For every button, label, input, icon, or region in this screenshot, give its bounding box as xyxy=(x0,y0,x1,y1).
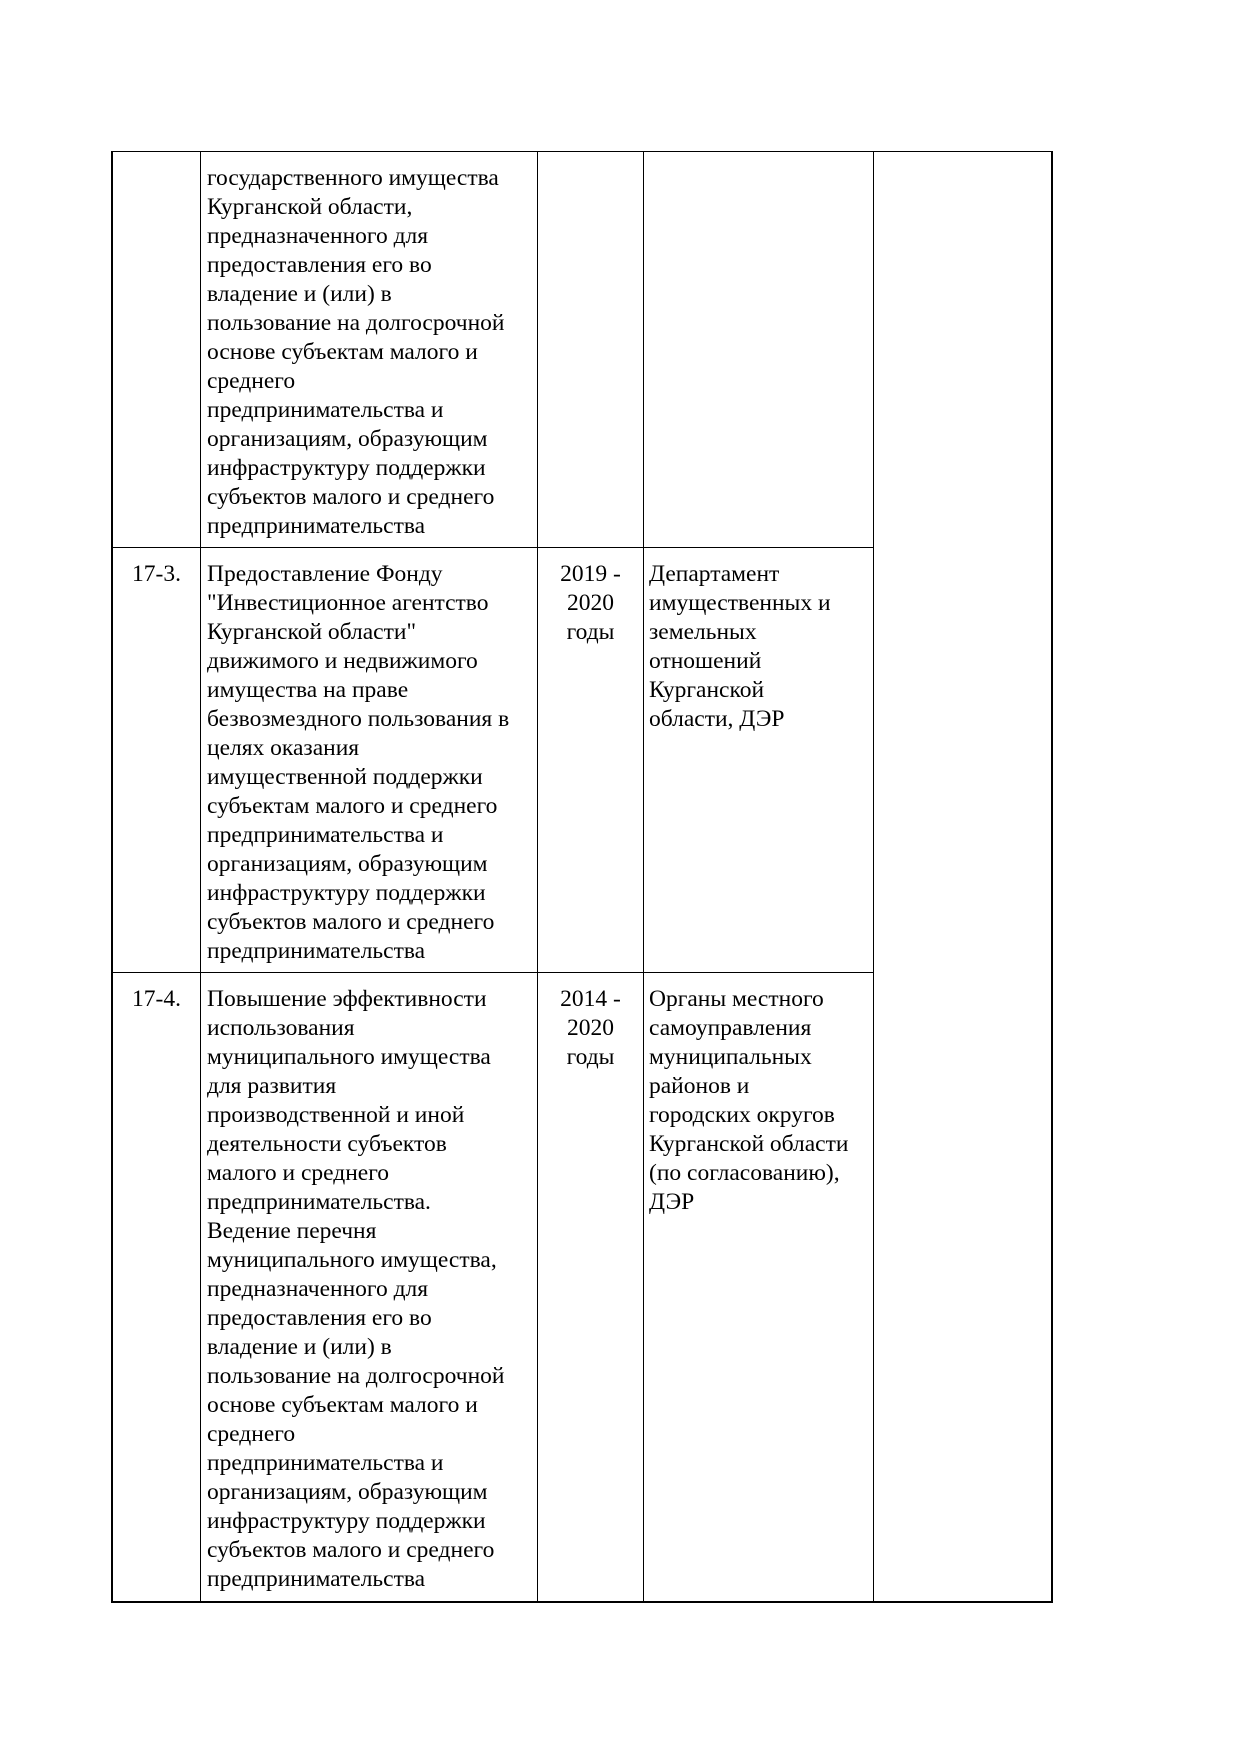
executor-line: муниципальных xyxy=(649,1044,812,1070)
description-line: субъектов малого и среднего xyxy=(207,909,495,935)
table-col-line-3 xyxy=(643,151,644,1603)
description-line: предназначенного для xyxy=(207,1276,429,1302)
row-2-period xyxy=(538,560,643,647)
executor-line: городских округов xyxy=(649,1102,835,1128)
description-line: среднего xyxy=(207,368,296,394)
description-line: Ведение перечня xyxy=(207,1218,377,1244)
executor-line: земельных xyxy=(649,619,757,645)
description-line: предпринимательства и xyxy=(207,1450,444,1476)
table-col-line-2 xyxy=(537,151,538,1603)
executor-line: отношений xyxy=(649,648,762,674)
row-2-executor xyxy=(649,560,871,734)
description-line: муниципального имущества xyxy=(207,1044,491,1070)
description-line: Курганской области, xyxy=(207,194,413,220)
description-line: основе субъектам малого и xyxy=(207,1392,478,1418)
row-2-description xyxy=(207,560,535,966)
executor-line: Курганской xyxy=(649,677,765,703)
description-line: организациям, образующим xyxy=(207,426,488,452)
executor-line: Курганской области xyxy=(649,1131,849,1157)
description-line: предпринимательства и xyxy=(207,822,444,848)
table-col-line-1 xyxy=(200,151,201,1603)
description-line: безвозмездного пользования в xyxy=(207,706,510,732)
description-line: предназначенного для xyxy=(207,223,429,249)
row-3-description xyxy=(207,985,535,1594)
table-row-line-2 xyxy=(112,972,874,973)
description-line: предпринимательства xyxy=(207,513,426,539)
description-line: предпринимательства xyxy=(207,1566,426,1592)
executor-line: области, ДЭР xyxy=(649,706,785,732)
description-line: имущественной поддержки xyxy=(207,764,483,790)
description-line: малого и среднего xyxy=(207,1160,390,1186)
description-line: субъектов малого и среднего xyxy=(207,1537,495,1563)
table-border-left xyxy=(111,151,113,1603)
period-line: 2014 - xyxy=(560,986,621,1012)
description-line: Повышение эффективности xyxy=(207,986,487,1012)
executor-line: (по согласованию), xyxy=(649,1160,840,1186)
description-line: организациям, образующим xyxy=(207,1479,488,1505)
executor-line: Органы местного xyxy=(649,986,824,1012)
description-line: имущества на праве xyxy=(207,677,409,703)
description-line: организациям, образующим xyxy=(207,851,488,877)
row-1-description xyxy=(207,164,535,541)
description-line: основе субъектам малого и xyxy=(207,339,478,365)
description-line: производственной и иной xyxy=(207,1102,465,1128)
period-line: 2020 xyxy=(567,590,614,616)
row-2-number: 17-3. xyxy=(132,561,181,587)
description-line: пользование на долгосрочной xyxy=(207,310,505,336)
executor-line: самоуправления xyxy=(649,1015,812,1041)
period-line: годы xyxy=(566,1044,615,1070)
description-line: владение и (или) в xyxy=(207,281,392,307)
description-line: субъектов малого и среднего xyxy=(207,484,495,510)
table-border-top xyxy=(112,151,1052,152)
description-line: государственного имущества xyxy=(207,165,499,191)
description-line: целях оказания xyxy=(207,735,360,761)
description-line: предпринимательства. xyxy=(207,1189,431,1215)
executor-line: имущественных и xyxy=(649,590,831,616)
period-line: годы xyxy=(566,619,615,645)
period-line: 2020 xyxy=(567,1015,614,1041)
executor-line: ДЭР xyxy=(649,1189,695,1215)
row-3-period xyxy=(538,985,643,1072)
row-3-executor xyxy=(649,985,871,1217)
description-line: инфраструктуру поддержки xyxy=(207,880,486,906)
description-line: предоставления его во xyxy=(207,252,432,278)
description-line: Предоставление Фонду xyxy=(207,561,443,587)
description-line: инфраструктуру поддержки xyxy=(207,455,486,481)
period-line: 2019 - xyxy=(560,561,621,587)
description-line: субъектам малого и среднего xyxy=(207,793,498,819)
description-line: "Инвестиционное агентство xyxy=(207,590,489,616)
row-3-number: 17-4. xyxy=(132,986,181,1012)
description-line: среднего xyxy=(207,1421,296,1447)
table-row-line-1 xyxy=(112,547,874,548)
description-line: предпринимательства xyxy=(207,938,426,964)
description-line: предоставления его во xyxy=(207,1305,432,1331)
description-line: предпринимательства и xyxy=(207,397,444,423)
description-line: Курганской области" xyxy=(207,619,417,645)
executor-line: Департамент xyxy=(649,561,780,587)
table-border-right xyxy=(1051,151,1053,1603)
description-line: для развития xyxy=(207,1073,337,1099)
table-col-line-4 xyxy=(873,151,874,1603)
executor-line: районов и xyxy=(649,1073,750,1099)
description-line: использования xyxy=(207,1015,355,1041)
description-line: деятельности субъектов xyxy=(207,1131,447,1157)
description-line: движимого и недвижимого xyxy=(207,648,478,674)
description-line: пользование на долгосрочной xyxy=(207,1363,505,1389)
description-line: муниципального имущества, xyxy=(207,1247,497,1273)
table-border-bottom xyxy=(112,1601,1052,1603)
description-line: владение и (или) в xyxy=(207,1334,392,1360)
description-line: инфраструктуру поддержки xyxy=(207,1508,486,1534)
